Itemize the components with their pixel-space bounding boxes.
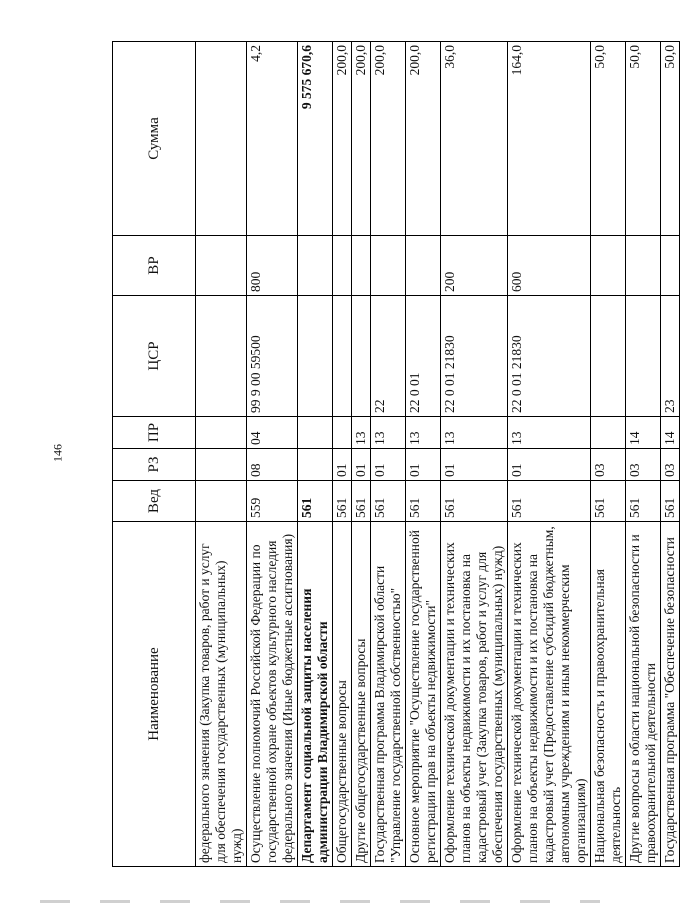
cell-rz xyxy=(196,449,247,481)
table-row xyxy=(661,42,680,867)
table-row xyxy=(247,42,298,867)
cell-csr: 23 xyxy=(661,296,680,417)
scan-edge-noise xyxy=(40,900,600,903)
cell-ved: 561 xyxy=(508,481,591,522)
cell-sum: 200,0 xyxy=(406,42,441,236)
cell-ved: 561 xyxy=(406,481,441,522)
cell-ved: 559 xyxy=(247,481,298,522)
cell-sum: 200,0 xyxy=(352,42,371,236)
cell-pr: 13 xyxy=(406,417,441,449)
cell-csr xyxy=(352,296,371,417)
cell-name: Основное мероприятие "Осуществление государственной регистрации прав на объекты недвижимости" xyxy=(406,522,441,867)
header-vr: ВР xyxy=(113,236,196,296)
cell-csr: 22 xyxy=(371,296,406,417)
cell-ved: 561 xyxy=(352,481,371,522)
cell-pr xyxy=(591,417,626,449)
cell-vr: 600 xyxy=(508,236,591,296)
cell-name: федерального значения (Закупка товаров, работ и услуг для обеспечения государственных (муниципальных) нужд) xyxy=(196,522,247,867)
cell-name: Оформление технической документации и технических планов на объекты недвижимости и их постановка на кадастровый учет (Закупка товаров, работ и услуг для обеспечения государственных (муниципальных) нужд) xyxy=(441,522,508,867)
cell-sum: 50,0 xyxy=(591,42,626,236)
cell-pr: 13 xyxy=(508,417,591,449)
header-rz: РЗ xyxy=(113,449,196,481)
cell-name: Осуществление полномочий Российской Федерации по государственной охране объектов культурного наследия федерального значения (Иные бюджетные ассигнования) xyxy=(247,522,298,867)
cell-name: Общегосударственные вопросы xyxy=(333,522,352,867)
cell-rz: 03 xyxy=(626,449,661,481)
cell-csr xyxy=(298,296,333,417)
cell-sum: 50,0 xyxy=(626,42,661,236)
cell-rz xyxy=(298,449,333,481)
header-sum: Сумма xyxy=(113,42,196,236)
cell-vr xyxy=(196,236,247,296)
header-ved: Вед xyxy=(113,481,196,522)
cell-vr xyxy=(406,236,441,296)
cell-vr xyxy=(371,236,406,296)
cell-pr: 13 xyxy=(371,417,406,449)
cell-vr xyxy=(591,236,626,296)
cell-sum: 50,0 xyxy=(661,42,680,236)
cell-sum: 4,2 xyxy=(247,42,298,236)
cell-rz: 01 xyxy=(371,449,406,481)
table-row xyxy=(441,42,508,867)
cell-rz: 01 xyxy=(352,449,371,481)
cell-name: Департамент социальной защиты населения администрации Владимирской области xyxy=(298,522,333,867)
cell-sum: 9 575 670,6 xyxy=(298,42,333,236)
cell-pr: 14 xyxy=(661,417,680,449)
cell-sum: 36,0 xyxy=(441,42,508,236)
table-row xyxy=(508,42,591,867)
rotated-table-container xyxy=(112,42,677,867)
cell-sum: 200,0 xyxy=(333,42,352,236)
cell-csr: 22 0 01 xyxy=(406,296,441,417)
cell-vr xyxy=(333,236,352,296)
cell-name: Национальная безопасность и правоохранительная деятельность xyxy=(591,522,626,867)
cell-pr: 14 xyxy=(626,417,661,449)
cell-rz: 01 xyxy=(508,449,591,481)
cell-csr xyxy=(591,296,626,417)
cell-name: Государственная программа "Обеспечение безопасности xyxy=(661,522,680,867)
cell-ved: 561 xyxy=(441,481,508,522)
cell-pr: 13 xyxy=(441,417,508,449)
cell-pr: 13 xyxy=(352,417,371,449)
cell-vr xyxy=(661,236,680,296)
cell-rz: 01 xyxy=(441,449,508,481)
table-row xyxy=(591,42,626,867)
budget-table xyxy=(112,41,680,867)
cell-pr: 04 xyxy=(247,417,298,449)
cell-sum: 200,0 xyxy=(371,42,406,236)
table-row xyxy=(298,42,333,867)
cell-ved: 561 xyxy=(298,481,333,522)
cell-ved: 561 xyxy=(371,481,406,522)
cell-ved: 561 xyxy=(333,481,352,522)
cell-vr: 200 xyxy=(441,236,508,296)
table-row xyxy=(333,42,352,867)
cell-rz: 08 xyxy=(247,449,298,481)
cell-sum xyxy=(196,42,247,236)
cell-csr xyxy=(196,296,247,417)
cell-csr: 99 9 00 59500 xyxy=(247,296,298,417)
cell-pr xyxy=(333,417,352,449)
cell-name: Государственная программа Владимирской области "Управление государственной собственностью" xyxy=(371,522,406,867)
table-row xyxy=(352,42,371,867)
cell-ved: 561 xyxy=(591,481,626,522)
cell-csr: 22 0 01 21830 xyxy=(508,296,591,417)
table-header-row xyxy=(113,42,196,867)
header-csr: ЦСР xyxy=(113,296,196,417)
cell-name: Другие общегосударственные вопросы xyxy=(352,522,371,867)
cell-sum: 164,0 xyxy=(508,42,591,236)
header-name: Наименование xyxy=(113,522,196,867)
cell-rz: 01 xyxy=(333,449,352,481)
cell-rz: 03 xyxy=(591,449,626,481)
cell-ved: 561 xyxy=(661,481,680,522)
cell-name: Другие вопросы в области национальной безопасности и правоохранительной деятельности xyxy=(626,522,661,867)
cell-vr xyxy=(352,236,371,296)
table-row xyxy=(196,42,247,867)
cell-vr xyxy=(298,236,333,296)
cell-vr xyxy=(626,236,661,296)
cell-vr: 800 xyxy=(247,236,298,296)
table-row xyxy=(626,42,661,867)
cell-pr xyxy=(196,417,247,449)
cell-rz: 01 xyxy=(406,449,441,481)
cell-csr xyxy=(333,296,352,417)
cell-name: Оформление технической документации и технических планов на объекты недвижимости и их постановка на кадастровый учет (Предоставление субсидий бюджетным, автономным учреждениям и иным некоммерческим организациям) xyxy=(508,522,591,867)
cell-rz: 03 xyxy=(661,449,680,481)
cell-ved: 561 xyxy=(626,481,661,522)
cell-ved xyxy=(196,481,247,522)
cell-pr xyxy=(298,417,333,449)
page-number: 146 xyxy=(50,444,65,462)
cell-csr: 22 0 01 21830 xyxy=(441,296,508,417)
table-row xyxy=(406,42,441,867)
table-row xyxy=(371,42,406,867)
cell-csr xyxy=(626,296,661,417)
header-pr: ПР xyxy=(113,417,196,449)
